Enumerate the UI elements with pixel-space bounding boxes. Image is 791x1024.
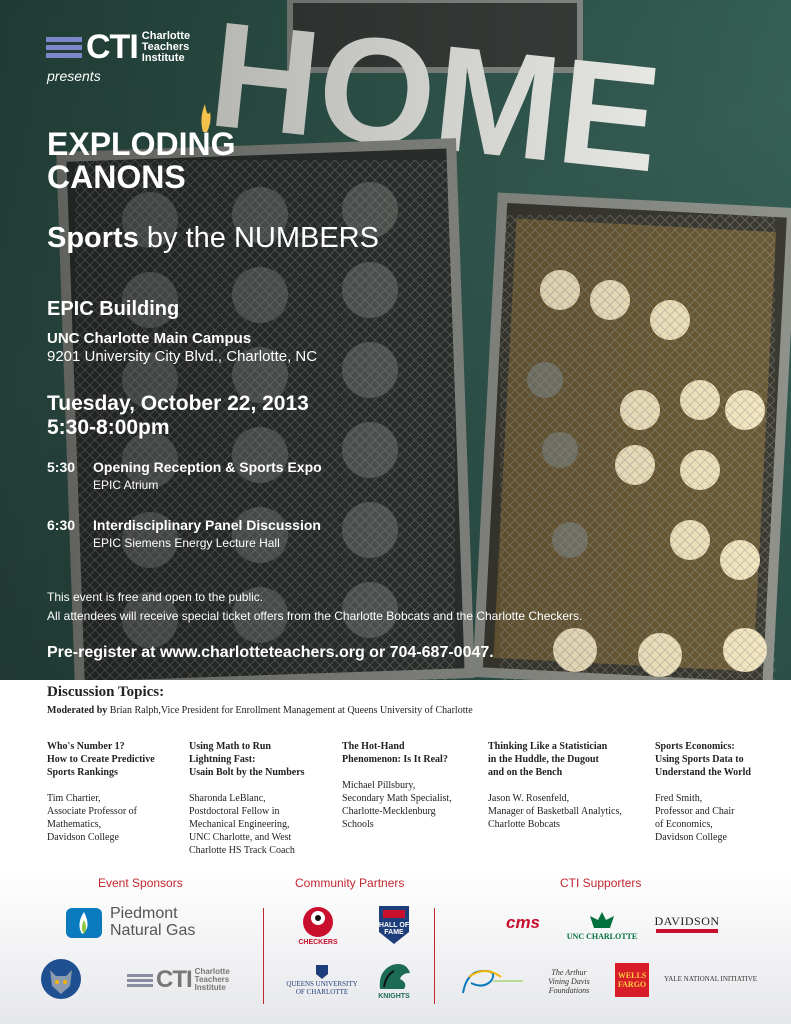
moderator-line: Moderated by Brian Ralph,Vice President for Enrollment Management at Queens University of Charlotte	[47, 705, 473, 716]
venue-building: EPIC Building	[47, 298, 180, 320]
checkers-icon	[300, 905, 336, 939]
topic-title: Using Math to Run Lightning Fast: Usain Bolt by the Numbers	[189, 741, 305, 778]
arthur-vining-davis-logo[interactable]: The Arthur Vining Davis Foundations	[548, 967, 590, 995]
davidson-bar	[656, 929, 718, 933]
event-time: 5:30-8:00pm	[47, 416, 170, 439]
event-subtitle: Sports by the NUMBERS	[47, 222, 379, 254]
piedmont-natural-gas-logo[interactable]: Piedmont Natural Gas	[64, 902, 224, 942]
topic-item	[47, 740, 187, 844]
presents-label: presents	[47, 68, 101, 84]
knights-logo[interactable]: KNIGHTS	[372, 956, 416, 1002]
topic-title: The Hot-Hand Phenomenon: Is It Real?	[342, 741, 448, 765]
schedule-name: Interdisciplinary Panel Discussion	[93, 517, 321, 533]
cti-logo-bars-icon	[46, 37, 82, 58]
cti-sponsor-logo[interactable]: CTI Charlotte Teachers Institute	[127, 965, 237, 995]
event-title: EXPLODING CANONS	[47, 126, 236, 195]
sponsor-divider	[434, 908, 435, 1004]
queens-shield-icon	[315, 964, 329, 980]
unc-charlotte-logo[interactable]: UNC CHARLOTTE	[563, 906, 641, 944]
ticket-offer-note: All attendees will receive special ticket offers from the Charlotte Bobcats and the Charlotte Checkers.	[47, 609, 583, 623]
piedmont-flame-icon	[64, 902, 106, 942]
cti-supporters-heading: CTI Supporters	[560, 876, 642, 890]
cti-logo	[46, 30, 190, 64]
schedule-time: 5:30	[47, 459, 76, 475]
free-event-note: This event is free and open to the public.	[47, 590, 264, 604]
knight-icon	[374, 959, 414, 993]
topic-item	[189, 740, 339, 857]
community-partners-heading: Community Partners	[295, 876, 405, 890]
foundation-carolinas-logo[interactable]	[457, 963, 525, 999]
event-date: Tuesday, October 22, 2013	[47, 392, 309, 415]
hall-of-fame-logo[interactable]: HALL OF FAME	[374, 902, 414, 946]
topic-speaker: Michael Pillsbury, Secondary Math Specialist, Charlotte-Mecklenburg Schools	[342, 780, 452, 830]
topic-speaker: Jason W. Rosenfeld, Manager of Basketball Analytics, Charlotte Bobcats	[488, 793, 622, 830]
sponsor-divider	[263, 908, 264, 1004]
yale-national-initiative-logo[interactable]: YALE NATIONAL INITIATIVE	[664, 975, 758, 983]
venue-address: 9201 University City Blvd., Charlotte, NC	[47, 348, 318, 365]
topic-title: Thinking Like a Statistician in the Huddle, the Dugout and on the Bench	[488, 741, 608, 778]
topic-speaker: Sharonda LeBlanc, Postdoctoral Fellow in Mechanical Engineering, UNC Charlotte, and West Charlotte HS Track Coach	[189, 793, 295, 856]
cms-logo[interactable]: cms	[505, 913, 541, 932]
cti-logo-name: Charlotte Teachers Institute	[141, 29, 191, 64]
schedule-time: 6:30	[47, 517, 76, 533]
unc-charlotte-crown-icon	[586, 910, 618, 932]
discussion-topics-heading: Discussion Topics:	[47, 684, 165, 700]
topic-speaker: Fred Smith, Professor and Chair of Economics, Davidson College	[655, 793, 735, 843]
schedule-name: Opening Reception & Sports Expo	[93, 459, 322, 475]
topic-item	[488, 740, 648, 831]
cti-logo-mark: CTI	[86, 28, 138, 66]
venue-campus: UNC Charlotte Main Campus	[47, 330, 252, 347]
bobcat-icon	[40, 958, 82, 1000]
topic-item	[655, 740, 785, 844]
bobcats-logo[interactable]	[40, 958, 82, 1000]
schedule-location: EPIC Atrium	[93, 478, 159, 492]
davidson-logo[interactable]: DAVIDSON	[652, 912, 722, 934]
checkers-logo[interactable]: CHECKERS	[297, 903, 339, 947]
topic-item	[342, 740, 487, 831]
wells-fargo-logo[interactable]: WELLS FARGO	[615, 963, 649, 997]
cti-logo-bars-icon	[127, 974, 153, 987]
schedule-location: EPIC Siemens Energy Lecture Hall	[93, 536, 280, 550]
topic-title: Who's Number 1? How to Create Predictive Sports Rankings	[47, 741, 155, 778]
topic-speaker: Tim Chartier, Associate Professor of Mathematics, Davidson College	[47, 793, 137, 843]
preregister-info: Pre-register at www.charlotteteachers.org or 704-687-0047.	[47, 644, 494, 661]
topic-title: Sports Economics: Using Sports Data to Understand the World	[655, 741, 751, 778]
queens-university-logo[interactable]: QUEENS UNIVERSITY OF CHARLOTTE	[282, 960, 362, 1000]
foundation-swirl-icon	[457, 963, 525, 999]
event-sponsors-heading: Event Sponsors	[98, 876, 183, 890]
